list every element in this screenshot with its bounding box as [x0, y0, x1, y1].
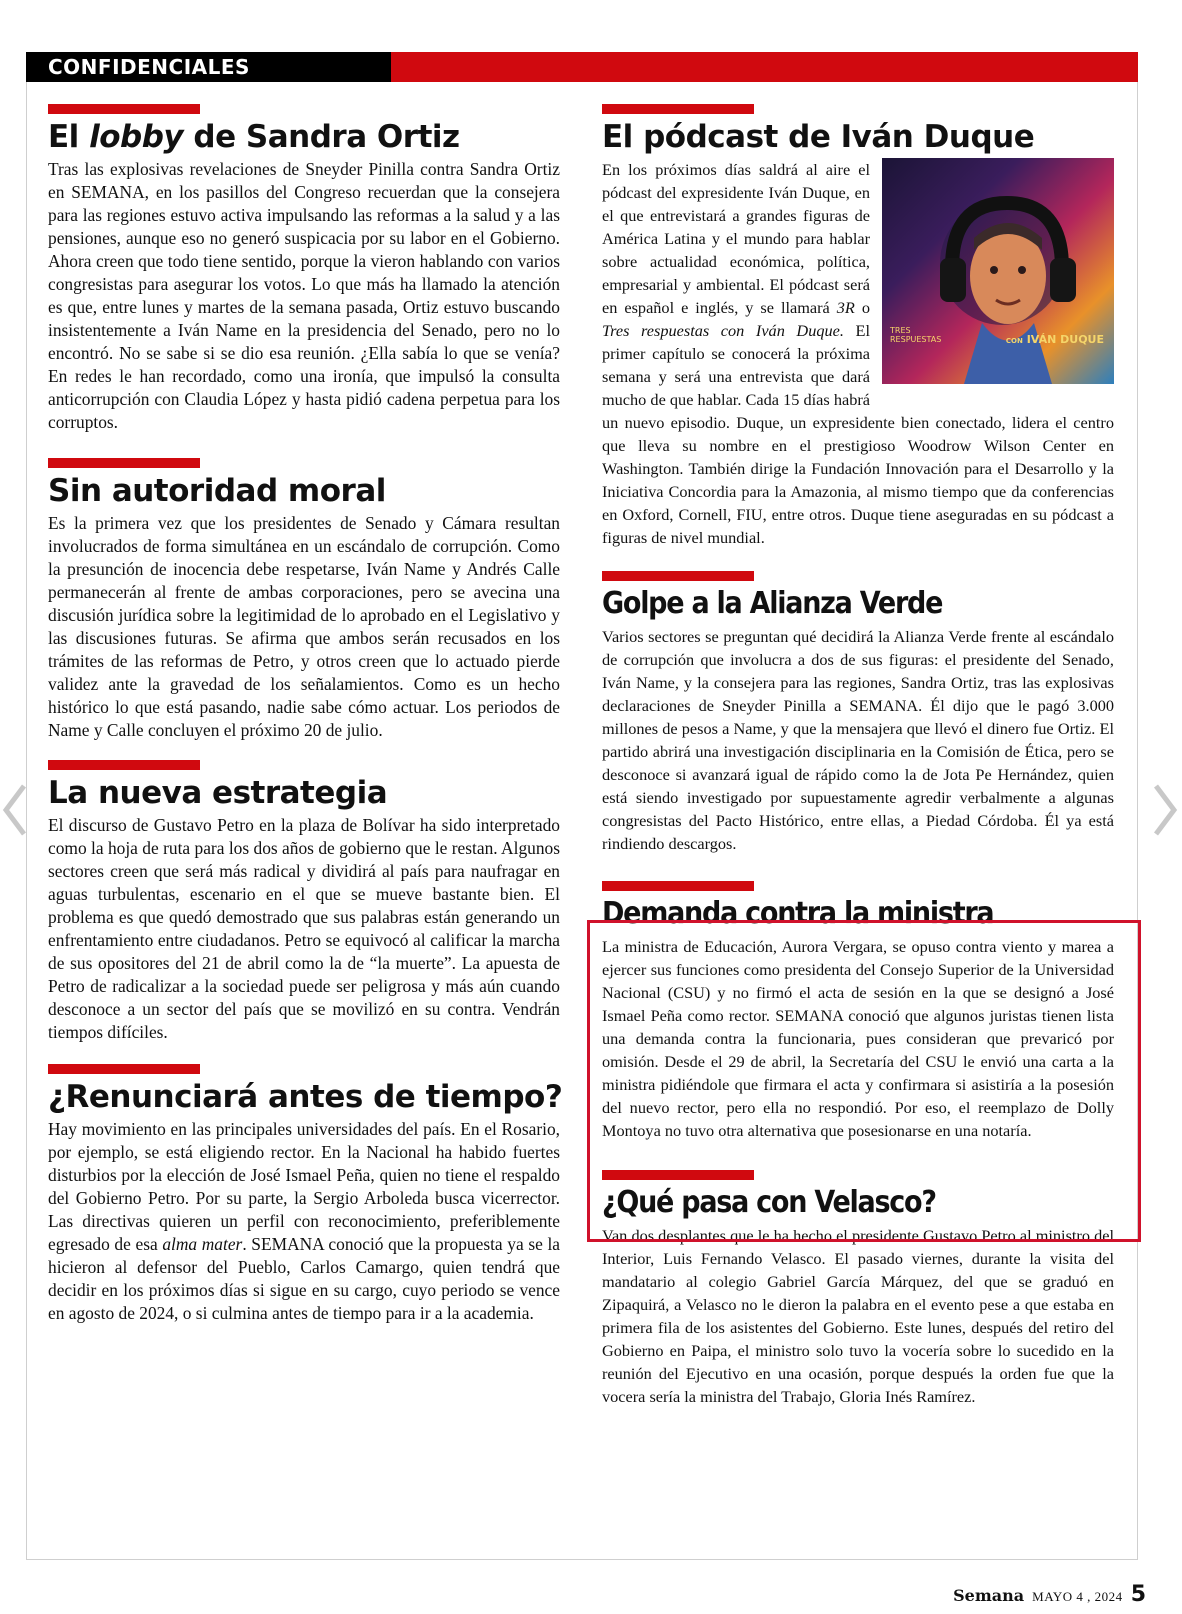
article-body: La ministra de Educación, Aurora Vergara, se opuso contra viento y marea a ejercer sus funciones como presidenta del Consejo Superior de la Universidad Nacional (CSU) y no firmó el acta de sesión en la que se designó a José Ismael Peña como rector. SEMANA conoció que algunos juristas tienen lista una demanda contra la funcionaria, pues consideran que prevaricó por omisión. Desde el 29 de abril, la Secretaría del CSU le envió una carta a la ministra pidiéndole que firmara el acta y confirmara si asistiría a la posesión del nuevo rector, pero ella no respondió. Por eso, el reemplazo de Dolly Montoya no tuvo otra alternativa que posesionarse en una notaría.	[602, 937, 1114, 1140]
red-bar	[602, 881, 754, 891]
article-title: El pódcast de Iván Duque	[602, 119, 1035, 155]
article-body: Tras las explosivas revelaciones de Sneyder Pinilla contra Sandra Ortiz en SEMANA, en los pasillos del Congreso recuerdan que la consejera para las regiones estuvo activa impulsando las reformas a la salud y a las pensiones, aunque eso no generó suspicacia por su labor en el Gobierno. Ahora creen que todo tiene sentido, porque la vieron hablando con varios congresistas para asegurar los votos. Lo que más ha llamado la atención es que, entre lunes y martes de la semana pasada, Ortiz estuvo buscando insistentemente a Iván Name en la presidencia del Senado, pero no lo encontró. No se sabe si se dio esa reunión. ¿Ella sabía lo que se venía? En redes le han recordado, como una ironía, que impulsó la consulta anticorrupción con Claudia López y hasta pidió cadena perpetua para los corruptos.	[48, 159, 560, 432]
article-podcast	[602, 104, 1114, 549]
footer-brand: Semana	[953, 1586, 1025, 1605]
red-bar	[48, 458, 200, 468]
highlight-box	[587, 920, 1141, 1242]
article-body: Van dos desplantes que le ha hecho el presidente Gustavo Petro al ministro del Interior, Luis Fernando Velasco. El pasado viernes, durante la visita del mandatario al colegio Gabriel García Márquez, del que se graduó en Zipaquirá, a Velasco no le dieron la palabra en el evento pese a que estaba en primera fila de los asistentes del Gobierno. Este lunes, después del retiro del Gobierno en Paipa, el ministro solo tuvo la vocería sobre lo sucedido en la reunión del Ejecutivo en una ocasión, porque después la orden fue que la vocera sería la ministra del Trabajo, Gloria Inés Ramírez.	[602, 1226, 1114, 1406]
article-renunciara	[48, 1064, 563, 1325]
article-body: Es la primera vez que los presidentes de Senado y Cámara resultan involucrados de forma simultánea en un escándalo de corrupción. Como la presunción de inocencia debe respetarse, Iván Name y Andrés Calle permanecerán al frente de ambas corporaciones, pero se avecina una discusión jurídica sobre la legitimidad de lo aprobado en el Legislativo y las discusiones futuras. Se afirma que ambos serán recusados en los trámites de las reformas de Petro, y otros creen que lo actuado pierde validez ante la gravedad de los señalamientos. Como es un hecho histórico lo que está pasando, nadie sabe cómo actuar. Los periodos de Name y Calle concluyen el próximo 20 de julio.	[48, 513, 560, 740]
article-title: Golpe a la Alianza Verde	[602, 586, 943, 621]
article-autoridad	[48, 458, 560, 742]
article-title: ¿Renunciará antes de tiempo?	[48, 1079, 563, 1115]
article-body: El discurso de Gustavo Petro en la plaza de Bolívar ha sido interpretado como la hoja de ruta para los dos años de gobierno que le restan. Algunos sectores creen que será más radical y dividirá al país para naufragar en aguas turbulentas, escenario en el que se mueve bastante bien. El problema es que quedó demostrado que sus palabras están generando un enfrentamiento entre ciudadanos. Petro se equivocó al calificar la marcha de sus opositores del 21 de abril como la de “la muerte”. La apuesta de Petro de radicalizar a la sociedad puede ser peligrosa y más aún cuando desconoce a un sector del país que se movilizó en su contra. Vendrán tiempos difíciles.	[48, 815, 560, 1042]
footer-date: MAYO 4 , 2024	[1032, 1589, 1123, 1604]
chevron-left-icon[interactable]	[0, 780, 30, 840]
article-title: Demanda contra la ministra	[602, 896, 994, 931]
section-header	[26, 52, 1138, 82]
red-bar	[602, 571, 754, 581]
chevron-right-icon[interactable]	[1150, 780, 1180, 840]
podcast-cover-title: CON IVÁN DUQUE	[1005, 333, 1104, 346]
red-bar	[602, 104, 754, 114]
section-title: CONFIDENCIALES	[26, 52, 391, 82]
page-footer	[953, 1582, 1146, 1608]
article-body: Varios sectores se preguntan qué decidirá la Alianza Verde frente al escándalo de corrupción que involucra a dos de sus figuras: el presidente del Senado, Iván Name, y la consejera para las regiones, Sandra Ortiz, tras las explosivas declaraciones de Sneyder Pinilla a SEMANA. Él dijo que le pagó 3.000 millones de pesos a Name, y que la mensajera que llevó el dinero fue Ortiz. El partido abrirá una investigación disciplinaria en la Comisión de Ética, pero se desconoce si avanzará igual de rápido como la de Jota Pe Hernández, quien está siendo investigado por supuestamente agredir verbalmente a algunas congresistas del Pacto Histórico, entre ellas, a Piedad Córdoba. Él ya está rindiendo descargos.	[602, 627, 1114, 853]
title-emphasis: lobby	[89, 119, 184, 155]
podcast-cover-image	[882, 158, 1114, 384]
red-bar	[48, 104, 200, 114]
article-lobby	[48, 104, 560, 434]
article-title: La nueva estrategia	[48, 775, 388, 811]
article-estrategia	[48, 760, 560, 1044]
red-bar	[48, 760, 200, 770]
article-title: El lobby de Sandra Ortiz	[48, 119, 460, 155]
article-title: Sin autoridad moral	[48, 473, 386, 509]
podcast-cover-small-text: TRES RESPUESTAS	[890, 326, 942, 344]
left-column	[48, 104, 563, 1325]
article-alianza	[602, 571, 1114, 855]
article-title: ¿Qué pasa con Velasco?	[602, 1185, 936, 1220]
red-bar	[48, 1064, 200, 1074]
page-number: 5	[1130, 1582, 1146, 1607]
article-body: Hay movimiento en las principales universidades del país. En el Rosario, por ejemplo, se está eligiendo rector. En la Nacional ha habido fuertes disturbios por la elección de José Ismael Peña, quien no tiene el respaldo del Gobierno Petro. Por su parte, la Sergio Arboleda busca vicerrector. Las directivas quieren un perfil con reconocimiento, preferiblemente egresado de esa alma mater. SEMANA conoció que la propuesta ya se la hicieron al defensor del Pueblo, Carlos Camargo, quien tendrá que decidir en los próximos días si sigue en su cargo, cuyo periodo se vence en agosto de 2024, o si culmina antes de tiempo para ir a la academia.	[48, 1119, 561, 1323]
article-body: En los próximos días saldrá al aire el pódcast del expresidente Iván Duque, en el que entrevistará a grandes figuras de América Latina y el mundo para hablar sobre actualidad económica, política, empresarial y ambiental. El pódcast será en español e inglés, y se llamará 3R o Tres respuestas con Iván Duque. El primer capítulo se conocerá la próxima semana y será una entrevista que dará mucho de que hablar. Cada 15 días habrá un nuevo episodio. Duque, un expresidente bien conectado, lidera el centro que lleva su nombre en el prestigioso Woodrow Wilson Center en Washington. También dirige la Fundación Innovación para el Desarrollo y la Iniciativa Concordia para la Amazonia, al mismo tiempo que da conferencias en Oxford, Cornell, FIU, entre otros. Duque tiene aseguradas en su pódcast a figuras de nivel mundial.	[602, 160, 1114, 547]
headphones-portrait-illustration	[882, 158, 1114, 384]
